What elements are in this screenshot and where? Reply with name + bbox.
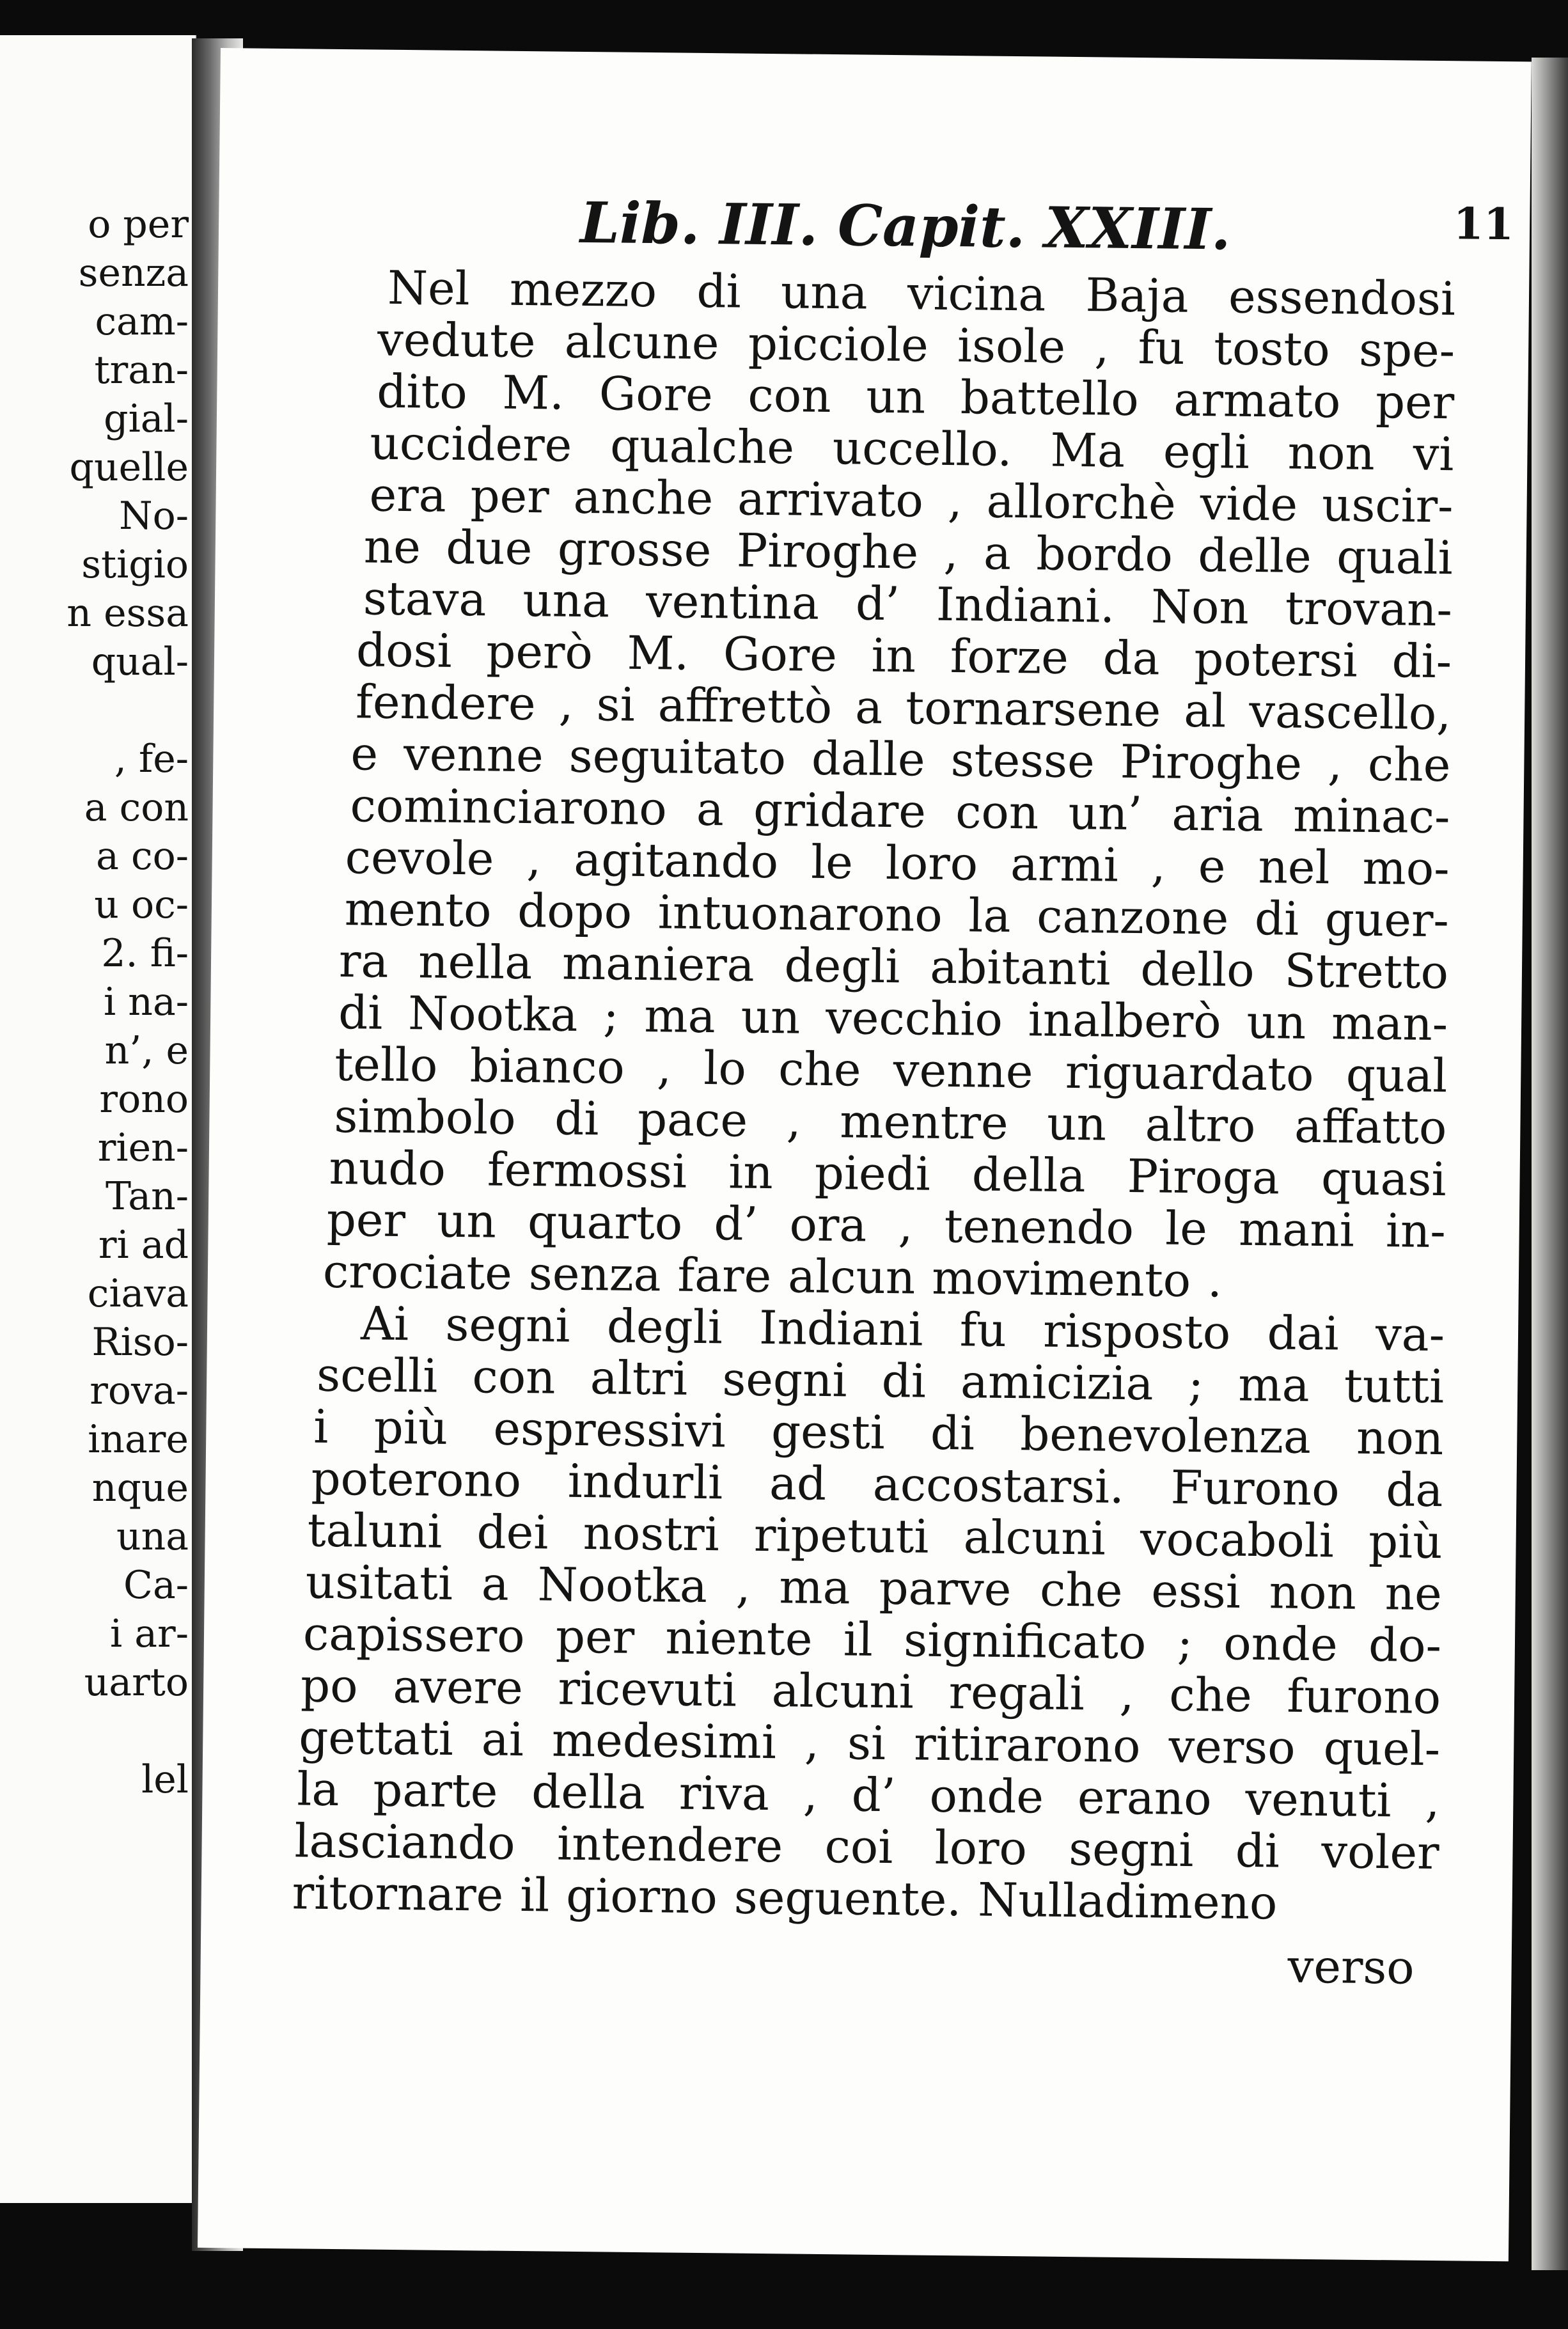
word: ,: [1150, 838, 1166, 893]
word: la: [968, 888, 1011, 943]
word: taluni: [307, 1503, 443, 1558]
page-edge: [1532, 58, 1568, 2270]
word: segni: [1068, 1822, 1194, 1878]
word: canzone: [1036, 889, 1229, 945]
word: tosto: [1213, 321, 1331, 377]
word: Nel: [387, 260, 471, 316]
word: di: [881, 1353, 927, 1408]
word: a: [696, 781, 725, 836]
word: senza: [528, 1246, 662, 1302]
word: amicizia: [960, 1354, 1154, 1411]
word: non: [1287, 425, 1376, 480]
word: della: [971, 1147, 1086, 1203]
left-line-text: Ca-: [123, 1563, 189, 1608]
word: altro: [1145, 1097, 1256, 1153]
page-number: 11: [1453, 198, 1514, 251]
left-line-text: o per: [88, 202, 189, 247]
word: ad: [769, 1456, 827, 1511]
word: benevolenza: [1019, 1407, 1312, 1464]
word: erano: [1077, 1770, 1212, 1826]
word: fu: [959, 1303, 1007, 1357]
word: per: [555, 1609, 635, 1664]
word: furono: [1287, 1668, 1441, 1725]
word: una: [522, 572, 610, 628]
word: d’: [851, 1768, 897, 1823]
word: quel-: [1323, 1721, 1441, 1776]
word: ;: [602, 988, 620, 1042]
word: ma: [644, 989, 716, 1044]
word: tornarsene: [905, 680, 1161, 737]
left-line-text: n’, e: [104, 1028, 189, 1073]
word: verso: [1168, 1719, 1296, 1775]
word: alcun: [787, 1249, 916, 1305]
word: intuonarono: [657, 885, 943, 942]
word: e: [1198, 839, 1226, 893]
word: che: [1168, 1667, 1253, 1723]
word: affrettò: [657, 678, 833, 734]
word: a: [854, 680, 883, 734]
word: ,: [898, 1198, 913, 1253]
word: giorno: [565, 1868, 718, 1924]
word: onde: [1223, 1616, 1338, 1672]
word: poterono: [311, 1451, 522, 1508]
word: ,: [803, 1767, 819, 1821]
word: vide: [1200, 476, 1298, 531]
word: potersi: [1194, 631, 1358, 687]
word: lo: [703, 1041, 747, 1095]
word: delle: [1197, 528, 1312, 583]
page-header: [580, 189, 1514, 269]
word: significato: [903, 1613, 1147, 1670]
left-page: [0, 35, 196, 2203]
word: M.: [502, 365, 565, 420]
word: po: [300, 1658, 359, 1713]
word: e: [350, 726, 379, 781]
left-line-text: senza: [78, 251, 189, 295]
word: nel: [1258, 840, 1331, 895]
word: accostarsi.: [872, 1457, 1125, 1514]
left-line-text: rien-: [97, 1125, 189, 1170]
word: a: [983, 526, 1012, 580]
word: Nootka: [407, 986, 578, 1042]
word: Ma: [1050, 423, 1125, 478]
catchword: verso: [1287, 1939, 1415, 1995]
word: in: [871, 628, 916, 683]
word: ,: [1094, 320, 1109, 374]
word: Piroghe: [1120, 734, 1303, 790]
word: arrivato: [737, 471, 924, 528]
word: bianco: [469, 1039, 625, 1094]
word: capissero: [302, 1606, 526, 1663]
word: ;: [1188, 1356, 1204, 1411]
text-line: [292, 1865, 1439, 1931]
word: parte: [372, 1762, 498, 1818]
word: segni: [722, 1352, 847, 1408]
word: degli: [606, 1299, 723, 1354]
left-line-text: ciava: [87, 1271, 189, 1316]
word: ,: [656, 1040, 672, 1095]
word: al: [1183, 683, 1227, 738]
word: medesimi: [551, 1713, 777, 1769]
word: regali: [948, 1665, 1085, 1721]
word: guer-: [1324, 892, 1450, 948]
word: quali: [1336, 529, 1454, 585]
word: il: [519, 1868, 550, 1922]
word: ,: [943, 525, 959, 580]
word: maniera: [561, 936, 755, 992]
left-line-text: 2. fi-: [101, 931, 189, 976]
word: ritirarono: [913, 1716, 1141, 1773]
word: Piroghe: [736, 523, 919, 579]
word: qualche: [609, 418, 795, 474]
word: isole: [957, 318, 1066, 373]
word: la: [297, 1762, 340, 1817]
word: pace: [637, 1092, 748, 1147]
left-line-text: i na-: [104, 980, 189, 1024]
word: che: [1367, 737, 1451, 792]
word: per: [326, 1192, 406, 1248]
left-line-text: No-: [119, 494, 189, 538]
word: i: [313, 1399, 329, 1454]
word: qual: [1345, 1047, 1448, 1103]
word: altri: [590, 1351, 688, 1406]
left-line-text: cam-: [95, 299, 189, 344]
word: dalle: [811, 731, 926, 787]
left-line-text: lel: [141, 1757, 189, 1802]
word: di: [696, 263, 742, 318]
word: d’: [855, 576, 900, 631]
word: parve: [879, 1560, 1012, 1617]
word: alcune: [564, 314, 719, 370]
left-line-text: u oc-: [94, 882, 189, 927]
word: dai: [1267, 1306, 1340, 1361]
word: scelli: [316, 1347, 438, 1403]
word: indurli: [567, 1454, 723, 1510]
word: si: [847, 1716, 886, 1771]
word: armato: [1173, 372, 1341, 428]
word: era: [369, 467, 447, 522]
word: una: [780, 265, 868, 320]
left-line-text: una: [116, 1514, 189, 1559]
word: grosse: [557, 521, 712, 577]
word: nella: [418, 934, 533, 990]
word: uccidere: [370, 416, 572, 472]
word: quasi: [1321, 1151, 1446, 1207]
word: .: [1207, 1253, 1223, 1308]
word: uscir-: [1321, 478, 1454, 533]
left-line-text: n essa: [67, 591, 189, 636]
word: ma: [779, 1560, 851, 1615]
left-line-text: uarto: [84, 1660, 189, 1705]
word: nostri: [583, 1506, 720, 1562]
word: ,: [558, 677, 574, 731]
word: ne: [363, 519, 421, 574]
word: avere: [393, 1659, 524, 1715]
word: risposto: [1042, 1303, 1231, 1360]
left-line-text: Tan-: [105, 1174, 189, 1219]
word: man-: [1331, 996, 1448, 1051]
word: quarto: [527, 1195, 683, 1250]
word: di: [1254, 891, 1299, 946]
word: ne: [1384, 1566, 1443, 1621]
left-line-text: a co-: [96, 834, 189, 879]
word: va-: [1375, 1307, 1445, 1362]
word: ricevuti: [558, 1661, 737, 1717]
word: aria: [1172, 787, 1264, 842]
word: tello: [334, 1037, 438, 1092]
word: non: [1269, 1565, 1357, 1620]
word: usitati: [305, 1555, 453, 1610]
word: forze: [950, 629, 1069, 684]
word: allorchè: [986, 474, 1177, 530]
word: ,: [804, 1715, 820, 1769]
word: M.: [627, 625, 689, 680]
word: gesti: [771, 1404, 886, 1459]
word: in: [728, 1145, 774, 1200]
word: ventina: [645, 574, 820, 630]
word: vascello,: [1248, 684, 1452, 741]
word: gettati: [298, 1710, 454, 1766]
word: tutti: [1344, 1358, 1445, 1414]
word: di: [554, 1091, 599, 1146]
word: con: [955, 785, 1039, 840]
word: dito: [376, 364, 468, 420]
word: cevole: [345, 830, 494, 886]
word: Baja: [1085, 268, 1189, 323]
word: ,: [735, 1559, 751, 1613]
word: riguardato: [1065, 1044, 1314, 1101]
word: trovan-: [1285, 581, 1453, 637]
word: loro: [934, 1820, 1028, 1876]
word: le: [810, 835, 854, 890]
word: Furono: [1170, 1460, 1340, 1516]
word: armi: [1010, 837, 1119, 892]
word: niente: [665, 1610, 813, 1666]
word: piedi: [814, 1145, 931, 1201]
word: ora: [789, 1197, 867, 1252]
word: ;: [1177, 1615, 1193, 1670]
word: Indiani: [758, 1300, 923, 1356]
word: due: [445, 520, 533, 576]
word: fendere: [355, 675, 537, 731]
word: mo-: [1362, 840, 1450, 896]
word: ,: [947, 473, 963, 528]
word: mento: [344, 882, 492, 937]
word: di: [930, 1406, 975, 1461]
word: a: [481, 1557, 510, 1611]
word: essi: [1150, 1564, 1241, 1619]
word: più: [373, 1400, 448, 1455]
word: ,: [1119, 1666, 1134, 1721]
word: ra: [338, 934, 389, 988]
word: ma: [1237, 1357, 1310, 1412]
word: però: [485, 624, 593, 680]
word: uccello.: [832, 421, 1012, 476]
word: ripetuti: [753, 1507, 929, 1564]
word: dopo: [517, 883, 632, 939]
word: di: [1235, 1823, 1280, 1878]
word: crociate: [322, 1244, 513, 1300]
word: vicina: [907, 266, 1046, 322]
word: voler: [1321, 1824, 1439, 1880]
word: Ai: [360, 1296, 409, 1351]
word: per: [470, 469, 550, 524]
left-line-text: ri ad: [98, 1223, 189, 1267]
word: ritornare: [292, 1865, 504, 1922]
word: cominciarono: [350, 778, 668, 836]
left-line-text: quelle: [69, 445, 189, 490]
word: mentre: [839, 1094, 1009, 1150]
word: ,: [1425, 1773, 1440, 1828]
word: con: [748, 368, 832, 423]
word: do-: [1368, 1617, 1442, 1673]
word: il: [843, 1612, 874, 1666]
word: lasciando: [294, 1814, 516, 1870]
word: venne: [403, 727, 544, 783]
right-page: [198, 48, 1532, 2261]
word: mani: [1238, 1202, 1355, 1257]
word: d’: [714, 1196, 758, 1251]
running-head: Lib. III. Capit. XXIII.: [579, 189, 1232, 263]
word: alcuni: [963, 1510, 1106, 1565]
word: essendosi: [1228, 269, 1456, 326]
word: dosi: [356, 623, 453, 678]
left-line-text: rova-: [90, 1368, 189, 1413]
word: egli: [1163, 424, 1250, 479]
word: fu: [1138, 320, 1186, 375]
left-line-text: stigio: [81, 542, 189, 587]
word: minac-: [1292, 788, 1450, 844]
word: espressivi: [493, 1401, 726, 1458]
word: fare: [677, 1248, 772, 1303]
word: intendere: [556, 1816, 783, 1873]
word: un: [1046, 1096, 1107, 1151]
word: alcuni: [771, 1663, 914, 1719]
word: segni: [445, 1297, 571, 1353]
word: loro: [885, 835, 978, 891]
word: un’: [1068, 785, 1143, 841]
word: picciole: [748, 316, 929, 372]
left-line-text: gial-: [104, 396, 189, 441]
word: ,: [1327, 737, 1343, 791]
word: che: [1039, 1562, 1123, 1617]
word: dei: [476, 1505, 549, 1560]
word: anche: [573, 469, 714, 526]
word: ai: [481, 1712, 524, 1767]
word: spe-: [1358, 322, 1455, 378]
left-line-text: i ar-: [110, 1611, 189, 1656]
word: più: [1368, 1514, 1443, 1569]
word: Indiani.: [936, 577, 1115, 633]
word: ,: [786, 1094, 802, 1148]
word: dello: [1140, 942, 1255, 998]
word: simbolo: [334, 1088, 517, 1145]
word: Non: [1150, 579, 1250, 634]
word: tenendo: [944, 1198, 1134, 1255]
word: da: [1386, 1462, 1443, 1517]
word: che: [778, 1042, 861, 1097]
word: nudo: [329, 1140, 446, 1196]
word: vocaboli: [1140, 1512, 1335, 1568]
word: le: [1164, 1201, 1208, 1256]
word: vi: [1413, 427, 1454, 482]
word: da: [1102, 631, 1161, 686]
word: Nootka: [537, 1557, 708, 1613]
word: stava: [363, 571, 487, 627]
left-line-text: tran-: [94, 348, 189, 393]
word: fermossi: [487, 1142, 687, 1198]
word: venuti: [1245, 1771, 1392, 1828]
left-line-text: Riso-: [91, 1320, 189, 1365]
word: un: [865, 369, 926, 424]
word: stesse: [950, 733, 1095, 788]
left-line-text: inare: [88, 1417, 189, 1462]
word: in-: [1385, 1204, 1446, 1259]
word: movimento: [931, 1250, 1191, 1307]
left-line-text: nque: [91, 1466, 189, 1510]
word: della: [531, 1764, 646, 1820]
left-line-text: qual-: [91, 639, 189, 684]
word: Nulladimeno: [977, 1872, 1278, 1930]
word: di-: [1392, 634, 1452, 689]
word: un: [741, 989, 801, 1044]
word: vecchio: [825, 990, 1003, 1046]
left-line-text: a con: [84, 785, 189, 830]
word: seguitato: [568, 728, 787, 785]
left-line-text: rono: [99, 1077, 189, 1122]
word: con: [472, 1349, 556, 1404]
word: degli: [784, 938, 900, 994]
word: ,: [526, 832, 542, 886]
word: Gore: [723, 627, 838, 682]
word: abitanti: [929, 939, 1111, 996]
word: un: [1246, 994, 1306, 1049]
word: Gore: [599, 366, 714, 422]
word: di: [338, 985, 383, 1040]
word: per: [1375, 374, 1455, 430]
word: si: [596, 677, 636, 732]
word: vedute: [377, 312, 536, 368]
left-line-text: , fe-: [114, 737, 189, 781]
word: seguente.: [733, 1870, 962, 1927]
word: riva: [678, 1766, 770, 1821]
word: coi: [824, 1819, 893, 1874]
word: affatto: [1294, 1099, 1447, 1155]
word: bordo: [1036, 526, 1173, 582]
word: mezzo: [509, 262, 657, 318]
word: inalberò: [1028, 992, 1222, 1049]
word: battello: [960, 370, 1140, 427]
word: non: [1356, 1410, 1444, 1466]
word: onde: [929, 1768, 1044, 1824]
word: un: [436, 1193, 497, 1248]
word: gridare: [753, 782, 927, 838]
word: Stretto: [1284, 943, 1449, 1000]
word: Piroga: [1127, 1149, 1280, 1205]
word: agitando: [573, 832, 779, 889]
word: venne: [893, 1043, 1033, 1099]
